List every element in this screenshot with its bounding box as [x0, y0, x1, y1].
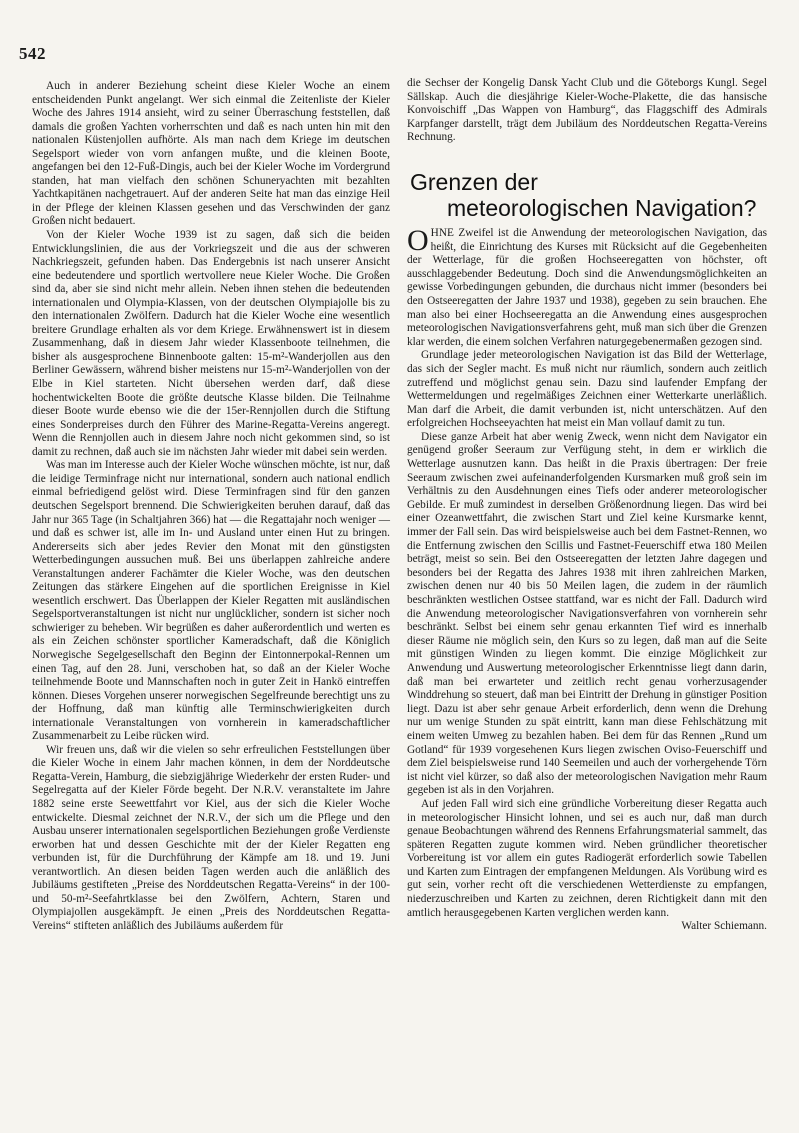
signature-line [407, 920, 767, 934]
author-signature: Walter Schiemann. [681, 920, 767, 933]
left-paragraph-4: Wir freuen uns, daß wir die vielen so sehr erfreulichen Feststellungen über die Kieler Woche in einem Jahr machen können, in dem der Norddeutsche Regatta-Verein, Hamburg, die siebzigjährige Wiederkehr der ersten Ruder- und Segelregatta auf der Kieler Förde begeht. Der N.R.V. veranstaltete im Jahre 1882 seine erste Seewettfahrt vor Kiel, aus der sich die Kieler Woche entwickelte. Diesmal zeichnet der N.R.V., der sich um die Pflege und den Ausbau unserer internationalen segelsportlichen Beziehungen große Verdienste erworben hat und dessen Geschichte mit der der Kieler Regatten eng verbunden ist, für die Durchführung der Kämpfe am 18. und 19. Juni verantwortlich. An diesen beiden Tagen werden auch die anläßlich des Jubiläums gestifteten „Preise des Norddeutschen Regatta-Vereins“ in der 100- und 50-m²-Seefahrtklasse bei den Zwölfern, Achtern, Staren und Olympiajollen ausgekämpft. Je einen „Preis des Norddeutschen Regatta-Vereins“ stifteten anläßlich des Jubiläums außerdem für [32, 743, 390, 932]
article-paragraph-1-text: HNE Zweifel ist die Anwendung der meteorologischen Navigation, das heißt, die Einrichtung des Kurses mit Rücksicht auf die Gegebenheiten der Wetterlage, für die großen Hochseeregatten von höchster, oft ausschlaggebender Bedeutung. Doch sind die Anwendungsmöglichkeiten an gewisse Vorbedingungen gebunden, die durchaus nicht immer (besonders bei den Ostseeregatten der Jahre 1937 und 1938), gegeben zu sein brauchen. Ehe man also bei einer Hochseeregatta an die Anwendung eines ausgesprochen meteorologischen Navigationsverfahrens geht, muß man sich über die Grenzen klar werden, die einem solchen Verfahren naturgegebenermaßen gezogen sind. [407, 226, 767, 348]
page-number: 542 [19, 44, 46, 63]
left-paragraph-2: Von der Kieler Woche 1939 ist zu sagen, daß sich die beiden Entwicklungslinien, die aus der Vorkriegszeit und die aus der schweren Nachkriegszeit, gefunden haben. Das Endergebnis ist nach unserer Ansicht eine bedeutendere und sportlich wertvollere neue Kieler Woche. Die Großen sind da, aber sie sind nicht mehr allein. Neben ihnen stehen die bedeutenden internationalen und Olympia-Klassen, von der deutschen Olympiajolle bis zu den internationalen Zwölfern. Dadurch hat die Kieler Woche eine wesentlich breitere Grundlage erhalten als vor dem Kriege. Erwähnenswert ist in diesem Zusammenhang, daß in diesem Jahr wieder Klassenboote teilnehmen, die bisher als ausgesprochene Binnenboote galten: 15-m²-Wanderjollen aus den Berliner Gewässern, während bisher meistens nur 15-m²-Wanderjollen von der Elbe in Kiel starteten. Nicht übersehen werden darf, daß diese hochentwickelten Boote die größte deutsche Klasse bilden. Die Teilnahme dieser Boote wurde ebenso wie die der 15er-Rennjollen durch die Stiftung eines Sonderpreises durch den Führer des Marine-Regatta-Vereins angeregt. Wenn die Rennjollen auch in diesem Jahre noch nicht gekommen sind, so ist damit zu rechnen, daß auch sie im nächsten Jahr wieder mit dabei sein werden. [32, 229, 390, 458]
article-paragraph-1 [407, 223, 767, 349]
article-paragraph-3: Diese ganze Arbeit hat aber wenig Zweck, wenn nicht dem Navigator ein genügend großer Seeraum zur Verfügung steht, in dem er wirklich die Wetterlage ausnutzen kann. Das heißt in die Praxis übertragen: Der freie Seeraum zwischen zwei aufeinanderfolgenden Kursmarken muß groß sein im Verhältnis zu den Ausdehnungen eines Tiefs oder anderer meteorologischer Gebilde. Er muß zumindest in derselben Größenordnung liegen. Das wird bei einer Ozeanwettfahrt, die zwischen Start und Ziel keine Kursmarke kennt, immer der Fall sein. Das wird beispielsweise auch bei dem Fastnet-Rennen, wo die Entfernung zwischen den Scillis und Fastnet-Feuerschiff etwa 180 Meilen beträgt, meist so sein. Bei den Ostseeregatten der letzten Jahre dagegen und besonders bei der Regatta des Jahres 1938 mit ihren zahlreichen Marken, zwischen denen nur 40 bis 50 Meilen lagen, die zudem in der räumlich beschränkten westlichen Ostsee stattfand, war es nicht der Fall. Dadurch wird die Anwendung meteorologischer Navigationsverfahren von vornherein sehr beschränkt. Selbst bei einem sehr genau erkannten Tief wird es innerhalb dieser Räume nie möglich sein, den Kurs so zu legen, daß man auf die Seite mit günstigen Winden zu liegen kommt. Die einzige Möglichkeit zur Anwendung und Auswertung meteorologischer Erkenntnisse liegt dann darin, daß man bei erwarteter und zeitlich recht genau vorherzusagender Winddrehung so steuert, daß man bei Eintritt der Drehung in günstiger Position liegt. Dazu ist aber sehr genaue Arbeit erforderlich, denn wenn die Drehung nur um wenige Stunden zu spät eintritt, kann man diese Fehlschätzung mit einem weiten Umweg zu bezahlen haben. Bei dem für das Rennen „Rund um Gotland“ für 1939 vorgesehenen Kurs liegen zwischen Oviso-Feuerschiff und dem Ziel beispielsweise rund 140 Seemeilen und auch der vorhergehende Törn ist nicht viel kürzer, so daß also der meteorologischen Navigation mehr Raum gegeben ist als in den Vorjahren. [407, 430, 767, 797]
left-paragraph-1: Auch in anderer Beziehung scheint diese Kieler Woche an einem entscheidenden Punkt angelangt. Wer sich einmal die Zeitenliste der Kieler Woche des Jahres 1914 ansieht, wird zu seiner Überraschung feststellen, daß damals die großen Yachten vorherrschten und daß es nach unten hin mit den nationalen Küstenjollen aufhörte. Als man nach dem Kriege im deutschen Segelsport wieder von vorn anfangen mußte, und die kleinen Boote, angefangen bei den 12-Fuß-Dingis, auch bei der Kieler Woche im Vordergrund standen, hat man vielfach den schönen Schuneryachten mit bezahlten Yachtkapitänen nachgetrauert. Auf der anderen Seite hat man das einzige Heil in der Pflege der kleinen Klassen gesehen und das Verschwinden der ganz Großen nicht bedauert. [32, 80, 390, 228]
drop-cap: O [407, 223, 429, 257]
headline-line-2: meteorologischen Navigation? [447, 194, 757, 221]
left-paragraph-3: Was man im Interesse auch der Kieler Woche wünschen möchte, ist nur, daß die leidige Terminfrage nicht nur international, sondern auch national endlich einmal befriedigend gelöst wird. Diese Terminfragen sind für den ganzen deutschen Segelsport brennend. Die Schwierigkeiten beruhen darauf, daß das Jahr nur 365 Tage (in Schaltjahren 366) hat — die Regattajahr noch weniger — und daß es schwer ist, alle im In- und Ausland unter einen Hut zu bringen. Andererseits sich aber jedes Revier den Monat mit den günstigsten Wetterbedingungen aussuchen muß. Bei uns überlappen zahlreiche andere Veranstaltungen anderer Fachämter die Kieler Woche, was den deutschen Zeitungen das stärkere Eingehen auf die sportlichen Ereignisse in Kiel wesentlich erschwert. Das Überlappen der Kieler Regatten mit ausländischen Segelsportveranstaltungen ist nicht nur unglücklicher, sondern ist sicher noch schwieriger zu beheben. Wir begrüßen es daher außerordentlich und werten es als ein Zeichen schönster sportlicher Kameradschaft, daß die Königlich Norwegische Segelgesellschaft den Beginn der Eintonnerpokal-Rennen um einen Tag, auf den 28. Juni, verschoben hat, so daß an der Kieler Woche teilnehmende Boote und Mannschaften noch in guter Zeit in Hankö eintreffen können. Dieses Vorgehen unserer norwegischen Segelfreunde berechtigt uns zu der Hoffnung, daß man künftig alle Terminschwierigkeiten durch internationale Veranstaltungen von vornherein in kameradschaftlicher Zusammenarbeit zu Leibe rücken wird. [32, 459, 390, 743]
headline-line-1: Grenzen der [410, 168, 538, 195]
right-intro-paragraph: die Sechser der Kongelig Dansk Yacht Club und die Göteborgs Kungl. Segel Sällskap. Auch die diesjährige Kieler-Woche-Plakette, die das hansische Konvoischiff „Das Wappen von Hamburg“, das Flaggschiff des Admirals Karpfanger darstellt, trägt dem Jubiläum des Norddeutschen Regatta-Vereins Rechnung. [407, 77, 767, 144]
article-paragraph-4: Auf jeden Fall wird sich eine gründliche Vorbereitung dieser Regatta auch in meteorologischer Hinsicht lohnen, und sei es auch nur, daß man durch genaue Beobachtungen während des Rennens Erfahrungsmaterial sammelt, das späteren Regatten zugute kommen wird. Neben gründlicher theoretischer Vorbereitung ist vor allem ein gutes Radiogerät erforderlich sowie Tabellen und Karten zum Eintragen der empfangenen Meldungen. Als Vorübung wird es gut sein, vorher recht oft die verschiedenen Wetterdienste zu empfangen, niederzuschreiben und Karten zu zeichnen, deren Richtigkeit dann mit den amtlich herausgegebenen Karten verglichen werden kann. [407, 797, 767, 919]
left-column [32, 80, 390, 933]
article-headline [407, 169, 767, 222]
article-paragraph-2: Grundlage jeder meteorologischen Navigation ist das Bild der Wetterlage, das sich der Segler macht. Es muß nicht nur räumlich, sondern auch zeitlich zutreffend und möglichst genau sein. Dazu sind laufender Empfang der Wettermeldungen und regelmäßiges Zeichnen einer Wetterkarte unerläßlich. Man darf die Arbeit, die damit verbunden ist, nicht unterschätzen. Auf den erfolgreichen Hochseeyachten hat meist ein Man vollauf damit zu tun. [407, 349, 767, 430]
right-column [407, 77, 767, 934]
